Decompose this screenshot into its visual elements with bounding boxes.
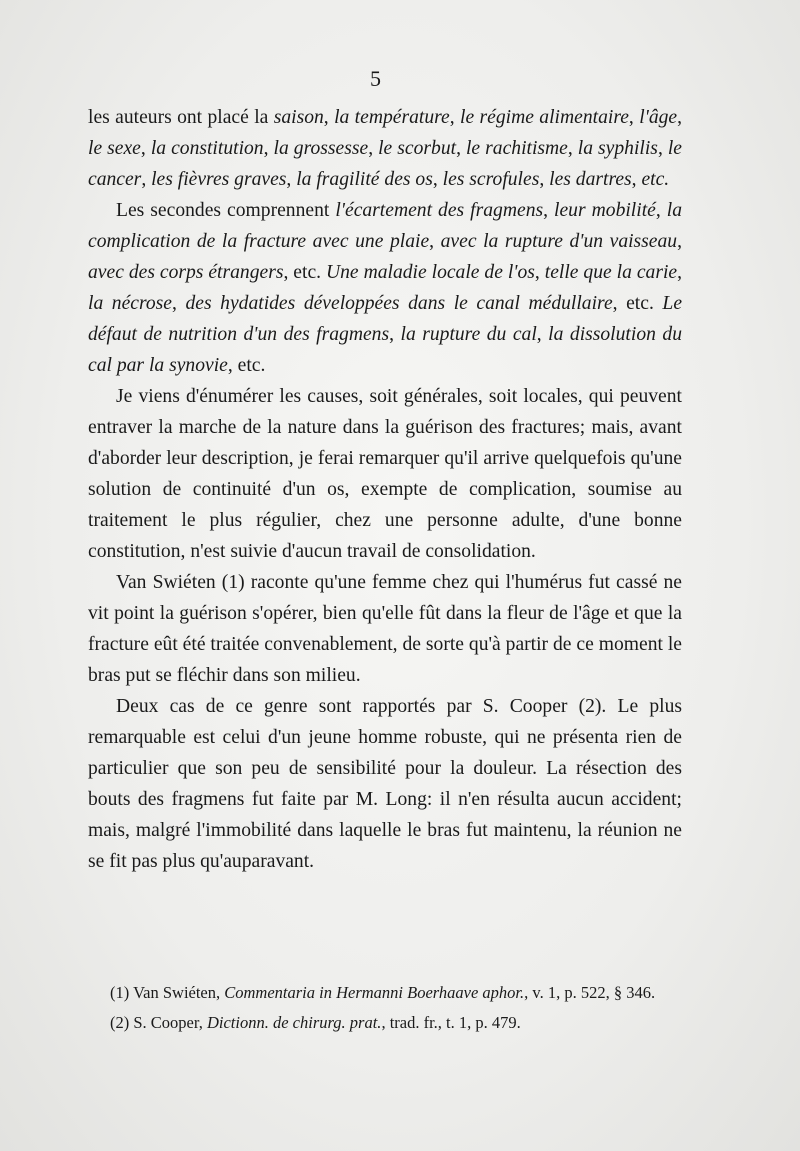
italic-run: l'âge <box>639 107 678 128</box>
italic-run: la constitution <box>150 138 264 159</box>
text-run: , <box>536 324 549 345</box>
text-run: Les secondes comprennent <box>116 200 336 221</box>
italic-run: le rachitisme <box>465 138 568 159</box>
italic-run: telle que la carie <box>544 262 678 283</box>
italic-run: l'écartement des fragmens <box>335 200 544 221</box>
italic-run: la grossesse <box>273 138 369 159</box>
paragraph-5: Deux cas de ce genre sont rapportés par S. Cooper (2). Le plus remarquable est celui d'un jeune homme robuste, qui ne présenta rien de particulier que son peu de sensibilité pour la douleur. La résection des bouts des fragmens fut faite par M. Long: il n'en résulta aucun accident; mais, malgré l'immobilité dans laquelle le bras fut maintenu, la réunion ne se fit pas plus qu'auparavant. <box>88 696 682 872</box>
italic-run: le régime alimentaire <box>460 107 629 128</box>
text-run: , <box>677 262 682 283</box>
text-run: , trad. fr., t. 1, p. 479. <box>381 1013 521 1032</box>
text-run: , <box>567 138 578 159</box>
text-run: , <box>539 169 550 190</box>
text-run: , <box>429 231 441 252</box>
text-run: (1) Van Swiéten, <box>110 983 225 1002</box>
text-run: , <box>534 262 545 283</box>
text-run: , <box>323 107 335 128</box>
italic-run: etc. <box>641 169 670 190</box>
text-run: , <box>456 138 466 159</box>
paragraph-1 <box>88 102 682 195</box>
italic-run: Une maladie locale de l'os <box>325 262 535 283</box>
italic-run: Commentaria in Hermanni Boerhaave aphor. <box>224 983 525 1002</box>
italic-run: Dictionn. de chirurg. prat. <box>206 1013 382 1032</box>
text-run: , <box>172 293 186 314</box>
italic-run: la syphilis <box>577 138 658 159</box>
text-run: (2) S. Cooper, <box>110 1013 207 1032</box>
text-run: , etc. <box>283 262 326 283</box>
text-run: , <box>628 107 640 128</box>
paragraph-4: Van Swiéten (1) raconte qu'une femme chez qui l'humérus fut cassé ne vit point la guérison s'opérer, bien qu'elle fût dans la fleur de l'âge et que la fracture eût été traitée convenablement, de sorte qu'à partir de ce moment le bras put se fléchir dans son milieu. <box>88 572 682 686</box>
text-run: les auteurs ont placé la <box>88 107 274 128</box>
italic-run: la température <box>334 107 450 128</box>
footnote-2 <box>110 1008 710 1038</box>
text-run: , <box>389 324 401 345</box>
text-run: , <box>543 200 555 221</box>
text-run: , <box>657 138 668 159</box>
text-run: , v. 1, p. 522, § 346. <box>524 983 656 1002</box>
italic-run: avec la rupture d'un vaisseau <box>440 231 678 252</box>
text-run: , <box>677 107 683 128</box>
italic-run: la complication de la fracture avec une plaie <box>88 200 683 252</box>
paragraph-2 <box>88 195 682 381</box>
text-run: , <box>368 138 379 159</box>
page-body <box>88 102 682 877</box>
italic-run: leur mobilité <box>554 200 656 221</box>
italic-run: avec des corps étrangers <box>88 262 284 283</box>
italic-run: la dissolution du cal par la synovie <box>88 324 682 376</box>
italic-run: le scorbut <box>378 138 457 159</box>
italic-run: les scrofules <box>442 169 540 190</box>
italic-run: la fragilité des os <box>296 169 433 190</box>
paragraph-3: Je viens d'énumérer les causes, soit générales, soit locales, qui peuvent entraver la marche de la nature dans la guérison des fractures; mais, avant d'aborder leur description, je ferai remarquer qu'il arrive quelquefois qu'une solution de continuité d'un os, exempte de complication, soumise au traitement le plus régulier, chez une personne adulte, d'une bonne constitution, n'est suivie d'aucun travail de consolidation. <box>88 386 682 562</box>
page-number: 5 <box>370 66 381 91</box>
italic-run: le sexe <box>88 138 141 159</box>
text-run: , <box>655 200 667 221</box>
text-run: , <box>141 169 152 190</box>
italic-run: des hydatides développées dans le canal médullaire <box>185 293 613 314</box>
italic-run: la rupture du cal <box>400 324 537 345</box>
text-run: , etc. <box>227 355 266 376</box>
italic-run: Le défaut de nutrition d'un des fragmens <box>88 293 683 345</box>
italic-run: les fièvres graves <box>151 169 287 190</box>
footnote-1 <box>110 978 710 1008</box>
italic-run: saison <box>273 107 324 128</box>
italic-run: le cancer <box>88 138 682 190</box>
text-run: , <box>263 138 274 159</box>
text-run: , etc. <box>612 293 663 314</box>
text-run: , <box>449 107 461 128</box>
italic-run: la nécrose <box>88 293 173 314</box>
text-run: , <box>631 169 642 190</box>
text-run: , <box>432 169 443 190</box>
text-run: , <box>286 169 297 190</box>
footnotes <box>110 978 710 1038</box>
text-run: , <box>677 231 683 252</box>
text-run: , <box>140 138 151 159</box>
italic-run: les dartres <box>549 169 632 190</box>
